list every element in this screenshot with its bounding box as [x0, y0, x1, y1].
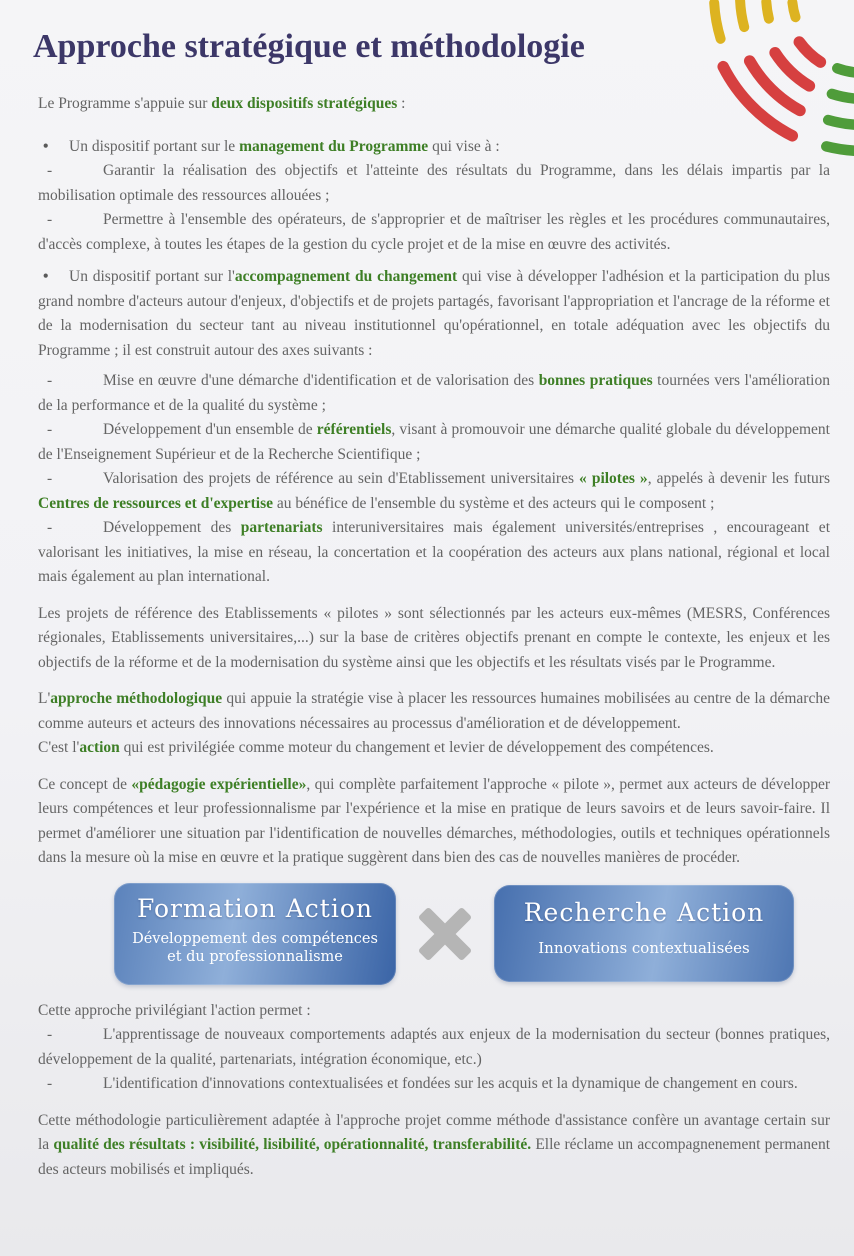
paragraph-pedagogie-experientielle: Ce concept de «pédagogie expérientielle», qui complète parfaitement l'approche « pilote », permet aux acteurs de développer leurs compétences et leur professionnalisme par l'expérience et la mise en pratique de leurs savoirs et de leurs savoir-faire. Il permet d'améliorer une situation par l'identification de nouvelles démarches, méthodologies, outils et techniques opérationnels dans la mesure où la mise en œuvre et la pratique suggèrent dans bien des cas de nouvelles manières de procéder. [38, 775, 830, 866]
document-content [0, 28, 854, 1182]
paragraph-cette-approche: Cette approche privilégiant l'action permet : [38, 1001, 311, 1019]
dash-item-text: Développement des partenariats interuniversitaires mais également universités/entreprises , encourageant et valorisant les initiatives, la mise en réseau, la concertation et la coopération des acteurs aux plans national, régional et local mais également au plan international. [38, 519, 830, 585]
formation-action-subtitle-line1: Développement des compétences [132, 930, 378, 947]
dash-item-apprentissage [38, 1023, 830, 1072]
dash-item-text: Permettre à l'ensemble des opérateurs, de s'approprier et de maîtriser les règles et les procédures communautaires, d'accès complexe, à toutes les étapes de la gestion du cycle projet et de la mise en œuvre des activités. [38, 211, 830, 253]
multiply-icon [416, 905, 474, 963]
dash-item-text: Développement d'un ensemble de référentiels, visant à promouvoir une démarche qualité globale du développement de l'Enseignement Supérieur et de la Recherche Scientifique ; [38, 421, 830, 463]
dash-item-text: Garantir la réalisation des objectifs et l'atteinte des résultats du Programme, dans les délais impartis par la mobilisation optimale des ressources allouées ; [38, 162, 830, 204]
formation-action-title: Formation Action [137, 893, 373, 923]
paragraph-methodologie-conclusion: Cette méthodologie particulièrement adaptée à l'approche projet comme méthode d'assistance confère un avantage certain sur la qualité des résultats : visibilité, lisibilité, opérationnalité, transferabilité. Elle réclame un accompagnenement permanent des acteurs mobilisés et impliqués. [38, 1111, 830, 1178]
dash-marker: - [47, 421, 53, 438]
paragraph-projets-pilotes: Les projets de référence des Etablissements « pilotes » sont sélectionnés par les acteurs eux-mêmes (MESRS, Conférences régionales, Etablissements universitaires,...) sur la base de critères objectifs prenant en compte le contexte, les enjeux et les objectifs de la réforme et de la modernisation du système ainsi que les objectifs et les résultats visés par le Programme. [38, 604, 830, 671]
recherche-action-box [494, 885, 794, 982]
dash-item-text: L'apprentissage de nouveaux comportements adaptés aux enjeux de la modernisation du secteur (bonnes pratiques, développement de la qualité, partenariats, intégration économique, etc.) [38, 1026, 830, 1068]
paragraph-approche-methodologique: L'approche méthodologique qui appuie la stratégie vise à placer les ressources humaines mobilisées au centre de la démarche comme auteurs et acteurs des innovations nécessaires au processus d'amélioration et de développement. [38, 690, 830, 732]
dash-marker: - [47, 470, 53, 487]
dash-marker: - [47, 519, 53, 536]
dash-item-permettre [38, 208, 830, 257]
dash-item-identification [38, 1072, 830, 1097]
arc-logo [679, 0, 854, 170]
bullet-marker: • [43, 137, 49, 155]
bullet-item-accompagnement [38, 265, 830, 363]
dash-marker: - [47, 211, 53, 228]
dash-item-partenariats [38, 516, 830, 590]
dash-item-pilotes [38, 467, 830, 516]
recherche-action-title: Recherche Action [523, 898, 765, 927]
dash-item-text: Valorisation des projets de référence au sein d'Etablissement universitaires « pilotes », appelés à devenir les futurs Centres de ressources et d'expertise au bénéfice de l'ensemble du système et des acteurs qui le composent ; [38, 470, 831, 512]
page-title: Approche stratégique et méthodologie [33, 28, 585, 65]
bullet-item-text: Un dispositif portant sur l'accompagnement du changement qui vise à développer l'adhésion et la participation du plus grand nombre d'acteurs autour d'enjeux, d'objectifs et de projets partagés, favorisant l'appropriation et l'ancrage de la réforme et de la modernisation du secteur tant au niveau institutionnel qu'opérationnel, en totale adéquation avec les objectifs du Programme ; il est construit autour des axes suivants : [38, 268, 831, 359]
dash-item-referentiels [38, 418, 830, 467]
dash-item-text: Mise en œuvre d'une démarche d'identification et de valorisation des bonnes pratiques tournées vers l'amélioration de la performance et de la qualité du système ; [38, 372, 830, 414]
bullet-marker: • [43, 268, 49, 285]
intro-paragraph: Le Programme s'appuie sur deux dispositifs stratégiques : [38, 95, 406, 112]
formation-action-subtitle-line2: et du professionnalisme [167, 948, 343, 965]
recherche-action-subtitle: Innovations contextualisées [538, 939, 750, 957]
dash-marker: - [47, 1075, 53, 1092]
dash-marker: - [47, 1026, 53, 1043]
action-boxes-row [38, 881, 830, 987]
formation-action-subtitle [114, 930, 396, 966]
dash-marker: - [47, 372, 53, 389]
dash-marker: - [47, 162, 53, 179]
paragraph-action: C'est l'action qui est privilégiée comme moteur du changement et levier de développement des compétences. [38, 739, 714, 756]
dash-item-bonnes-pratiques [38, 369, 830, 418]
bullet-item-text: Un dispositif portant sur le management du Programme qui vise à : [69, 137, 500, 155]
formation-action-box [114, 883, 396, 985]
dash-item-text: L'identification d'innovations contextualisées et fondées sur les acquis et la dynamique de changement en cours. [103, 1075, 798, 1092]
